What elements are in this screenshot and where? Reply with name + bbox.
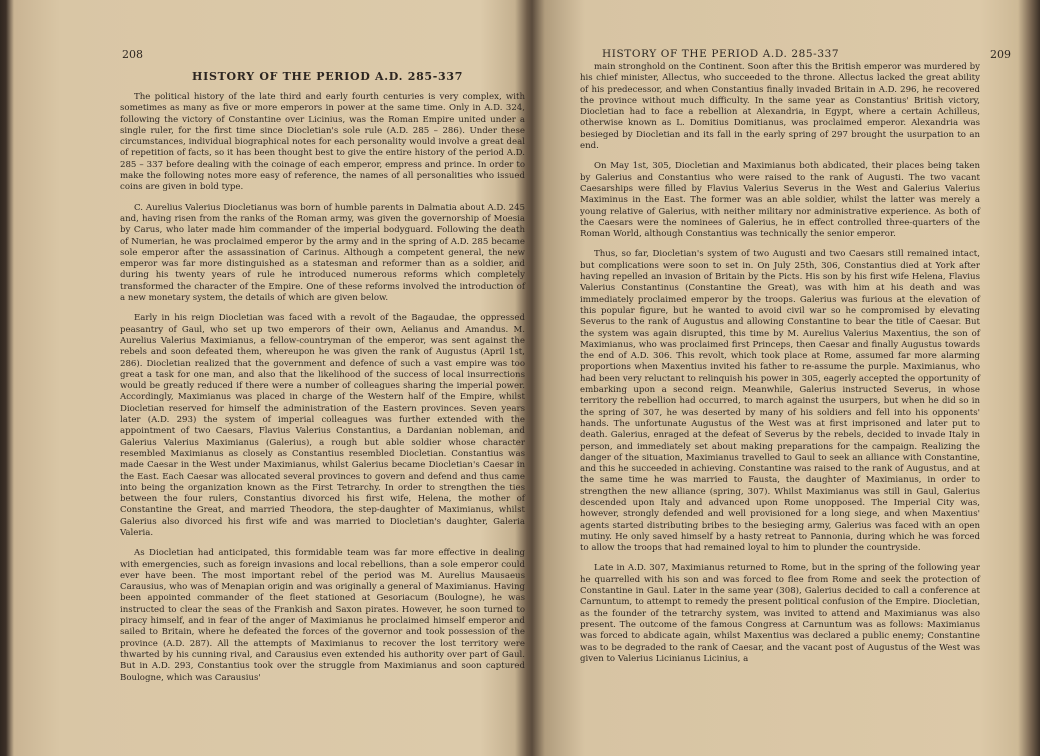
paragraph: The political history of the late third and early fourth centuries is very complex, with sometimes as many as five or more emperors in power at the same time. Only in A.D. 324, following the victory of Constantine over Licinius, was the Roman Empire united under a single ruler, for the first time since Diocletian's sole rule (A.D. 285 – 286). Under these circumstances, individual biographical notes for each personality would involve a great deal of repetition of facts, so it has been thought best to give the entire history of the period A.D. 285 – 337 before dealing with the coinage of each emperor, empress and prince. In order to make the following notes more easy of reference, the names of all personalities who issued coins are given in bold type. bbox=[120, 92, 525, 193]
paragraph: On May 1st, 305, Diocletian and Maximianus both abdicated, their places being taken by Galerius and Constantius who were raised to the rank of Augusti. The two vacant Caesarships were filled by Flavius Valerius Severus in the West and Galerius Valerius Maximinus in the East. The former was an able soldier, whilst the latter was merely a young relative of Galerius, with neither military nor administrative experience. As both of the Caesars were the nominees of Galerius, he in effect controlled three-quarters of the Roman World, although Constantius was technically the senior emperor. bbox=[580, 161, 980, 240]
running-head: HISTORY OF THE PERIOD A.D. 285-337 bbox=[602, 48, 840, 60]
paragraph: main stronghold on the Continent. Soon after this the British emperor was murdered by his chief minister, Allectus, who succeeded to the throne. Allectus lacked the great ability of his predecessor, and when Constantius finally invaded Britain in A.D. 296, he recovered the province without much difficulty. In the same year as Constantius' British victory, Diocletian had to face a rebellion at Alexandria, in Egypt, where a certain Achilleus, otherwise known as L. Domitius Domitianus, was proclaimed emperor. Alexandria was besieged by Diocletian and its fall in the early spring of 297 brought the usurpation to an end. bbox=[580, 62, 980, 152]
right-page-body bbox=[580, 62, 980, 674]
paragraph: As Diocletian had anticipated, this formidable team was far more effective in dealing with emergencies, such as foreign invasions and local rebellions, than a sole emperor could ever have been. The most important rebel of the period was M. Aurelius Mausaeus Carausius, who was of Menapian origin and was originally a general of Maximianus. Having been appointed commander of the fleet stationed at Gesoriacum (Boulogne), he was instructed to clear the seas of the Frankish and Saxon pirates. However, he soon turned to piracy himself, and in fear of the anger of Maximianus he proclaimed himself emperor and sailed to Britain, where he defeated the forces of the governor and took possession of the province (A.D. 287). All the attempts of Maximianus to recover the lost territory were thwarted by his cunning rival, and Carausius even extended his authority over part of Gaul. But in A.D. 293, Constantius took over the struggle from Maximianus and soon captured Boulogne, which was Carausius' bbox=[120, 548, 525, 683]
paragraph: Thus, so far, Diocletian's system of two Augusti and two Caesars still remained intact, but complications were soon to set in. On July 25th, 306, Constantius died at York after having repelled an invasion of Britain by the Picts. His son by his first wife Helena, Flavius Valerius Constantinus (Constantine the Great), was with him at his death and was immediately proclaimed emperor by the troops. Galerius was furious at the elevation of this popular figure, but he wanted to avoid civil war so he compromised by elevating Severus to the rank of Augustus and allowing Constantine to bear the title of Caesar. But the system was again disrupted, this time by M. Aurelius Valerius Maxentius, the son of Maximianus, who was proclaimed first Princeps, then Caesar and finally Augustus towards the end of A.D. 306. This revolt, which took place at Rome, assumed far more alarming proportions when Maxentius invited his father to re-assume the purple. Maximianus, who had been very reluctant to relinquish his power in 305, eagerly accepted the opportunity of embarking upon a second reign. Meanwhile, Galerius instructed Severus, in whose territory the rebellion had occurred, to march against the usurpers, but when he did so in the spring of 307, he was deserted by many of his soldiers and fell into his opponents' hands. The unfortunate Augustus of the West was at first imprisoned and later put to death. Galerius, enraged at the defeat of Severus by the rebels, decided to invade Italy in person, and immediately set about making preparations for the campaign. Realizing the danger of the situation, Maximianus travelled to Gaul to seek an alliance with Constantine, and this he succeeded in achieving. Constantine was raised to the rank of Augustus, and at the same time he was married to Fausta, the daughter of Maximianus, in order to strengthen the new alliance (spring, 307). Whilst Maximianus was still in Gaul, Galerius descended upon Italy and advanced upon Rome unopposed. The Imperial City was, however, strongly defended and well provisioned for a long siege, and when Maxentius' agents started distributing bribes to the besieging army, Galerius was faced with an open mutiny. He only saved himself by a hasty retreat to Pannonia, during which he was forced to allow the troops that had remained loyal to him to plunder the countryside. bbox=[580, 249, 980, 554]
page-number-left: 208 bbox=[122, 48, 143, 61]
left-page-body bbox=[120, 92, 525, 693]
paragraph: C. Aurelius Valerius Diocletianus was born of humble parents in Dalmatia about A.D. 245 and, having risen from the ranks of the Roman army, was given the governorship of Moesia by Carus, who later made him commander of the imperial bodyguard. Following the death of Numerian, he was proclaimed emperor by the army and in the spring of A.D. 285 became sole emperor after the assassination of Carinus. Although a competent general, the new emperor was far more distinguished as a statesman and reformer than as a soldier, and during his twenty years of rule he introduced numerous reforms which completely transformed the character of the Empire. One of these reforms involved the introduction of a new monetary system, the details of which are given below. bbox=[120, 202, 525, 304]
paragraph: Late in A.D. 307, Maximianus returned to Rome, but in the spring of the following year he quarrelled with his son and was forced to flee from Rome and seek the protection of Constantine in Gaul. Later in the same year (308), Galerius decided to call a conference at Carnuntum, to attempt to remedy the present political confusion of the Empire. Diocletian, as the founder of the tetrarchy system, was invited to attend and Maximianus was also present. The outcome of the famous Congress at Carnuntum was as follows: Maximianus was forced to abdicate again, whilst Maxentius was declared a public enemy; Constantine was to be degraded to the rank of Caesar, and the vacant post of Augustus of the West was given to Valerius Licinianus Licinius, a bbox=[580, 563, 980, 664]
left-page bbox=[12, 0, 524, 756]
right-page bbox=[532, 0, 1030, 756]
page-number-right: 209 bbox=[990, 48, 1011, 61]
paragraph: Early in his reign Diocletian was faced with a revolt of the Bagaudae, the oppressed peasantry of Gaul, who set up two emperors of their own, Aelianus and Amandus. M. Aurelius Valerius Maximianus, a fellow-countryman of the emperor, was sent against the rebels and soon defeated them, whereupon he was given the rank of Augustus (April 1st, 286). Diocletian realized that the government and defence of such a vast empire was too great a task for one man, and also that the likelihood of the success of local insurrections would be greatly reduced if there were a number of colleagues sharing the imperial power. Accordingly, Maximianus was placed in charge of the Western half of the Empire, whilst Diocletian reserved for himself the administration of the Eastern provinces. Seven years later (A.D. 293) the system of imperial colleagues was further extended with the appointment of two Caesars, Flavius Valerius Constantius, a Dardanian nobleman, and Galerius Valerius Maximianus (Galerius), a rough but able soldier whose character resembled Maximianus as closely as Constantius resembled Diocletian. Constantius was made Caesar in the West under Maximianus, whilst Galerius became Diocletian's Caesar in the East. Each Caesar was allocated several provinces to govern and defend and thus came into being the organization known as the First Tetrarchy. In order to strengthen the ties between the four rulers, Constantius divorced his first wife, Helena, the mother of Constantine the Great, and married Theodora, the step-daughter of Maximianus, whilst Galerius also divorced his first wife and was married to Diocletian's daughter, Galeria Valeria. bbox=[120, 313, 525, 538]
chapter-title: HISTORY OF THE PERIOD A.D. 285-337 bbox=[192, 70, 464, 83]
